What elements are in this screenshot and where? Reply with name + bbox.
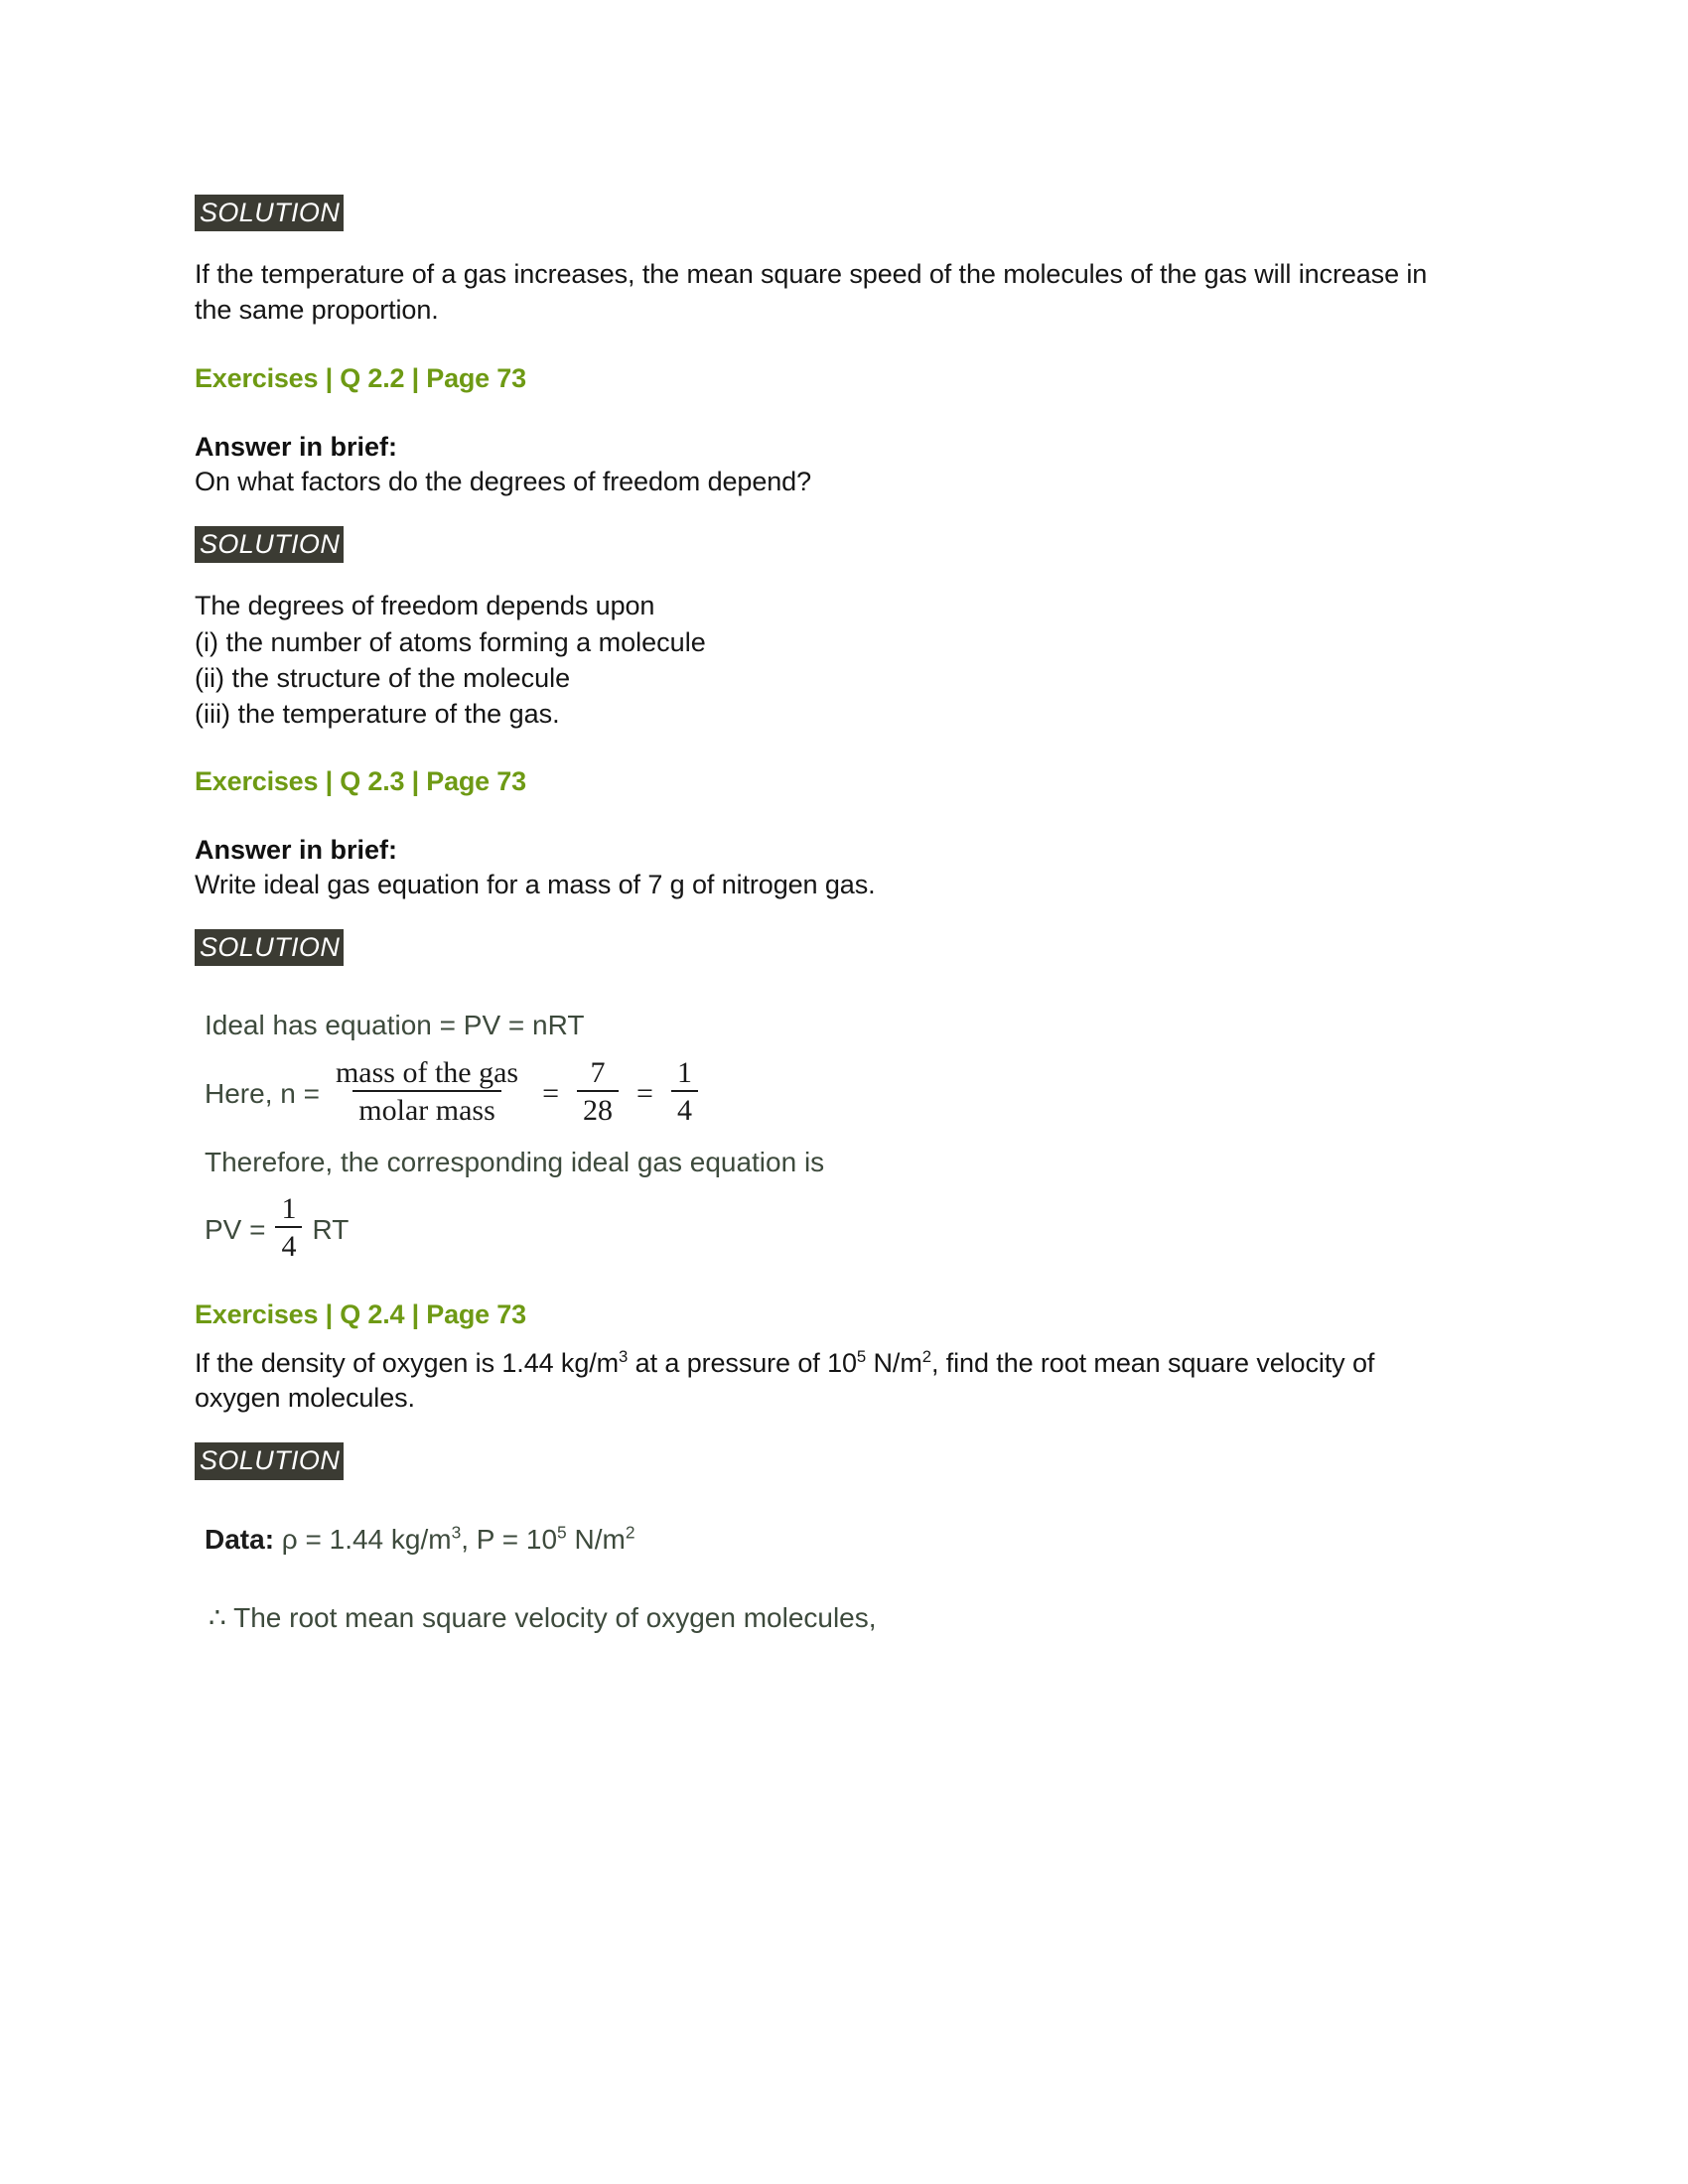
fraction-1-over-4 (275, 1193, 302, 1263)
question-segment: N/m (866, 1347, 922, 1378)
fraction-mass-over-molar-mass (330, 1057, 524, 1127)
ideal-gas-equation-line: Ideal has equation = PV = nRT (205, 1010, 585, 1041)
spacer (205, 1129, 1435, 1143)
solution-badge: SOLUTION (195, 195, 344, 231)
answer-in-brief-label-q2-3: Answer in brief: (195, 835, 398, 866)
fraction-numerator: mass of the gas (335, 1055, 519, 1089)
question-superscript: 2 (921, 1346, 931, 1366)
data-segment: ρ = 1.44 kg/m (274, 1523, 452, 1555)
data-segment: N/m (566, 1523, 626, 1555)
q2-2-question-text: On what factors do the degrees of freedom depend? (195, 466, 812, 496)
spacer (195, 1480, 1435, 1520)
solution-badge: SOLUTION (195, 1442, 344, 1479)
q2-3-question-text: Write ideal gas equation for a mass of 7 g of nitrogen gas. (195, 870, 876, 900)
here-n-label: Here, n = (205, 1077, 320, 1109)
q2-2-solution-intro: The degrees of freedom depends upon (195, 591, 655, 621)
q2-1-solution-text: If the temperature of a gas increases, the mean square speed of the molecules of the gas will increase in the same proportion. (195, 259, 1428, 326)
fraction-7-over-28 (577, 1057, 619, 1127)
q2-3-math-block (195, 966, 1435, 1264)
fraction-denominator: molar mass (352, 1090, 500, 1127)
fraction-numerator: 7 (590, 1055, 606, 1089)
q2-4-data-line (195, 1520, 1435, 1559)
exercise-heading-q2-3[interactable]: Exercises | Q 2.3 | Page 73 (195, 766, 526, 797)
q2-2-solution-item: (ii) the structure of the molecule (195, 663, 571, 694)
fraction-1-over-4 (671, 1057, 698, 1127)
spacer (195, 1417, 1435, 1442)
spacer (195, 500, 1435, 526)
spacer (195, 1332, 1435, 1346)
spacer (195, 903, 1435, 929)
therefore-ideal-gas-line: Therefore, the corresponding ideal gas equation is (205, 1146, 825, 1177)
question-superscript: 5 (856, 1346, 867, 1366)
question-segment: , find the root mean square velocity of oxygen molecules. (195, 1347, 1375, 1414)
question-superscript: 3 (619, 1346, 629, 1366)
question-segment: at a pressure of 10 (628, 1347, 857, 1378)
data-segment: , P = 10 (461, 1523, 558, 1555)
data-superscript: 3 (451, 1522, 462, 1543)
fraction-denominator: 4 (671, 1090, 698, 1127)
solution-badge: SOLUTION (195, 929, 344, 966)
exercise-heading-q2-4[interactable]: Exercises | Q 2.4 | Page 73 (195, 1298, 526, 1329)
fraction-numerator: 1 (281, 1191, 297, 1225)
data-superscript: 2 (625, 1522, 635, 1543)
data-superscript: 5 (557, 1522, 567, 1543)
data-label: Data: (205, 1523, 275, 1555)
q2-4-therefore-line: ∴ The root mean square velocity of oxygen molecules, (209, 1601, 877, 1633)
spacer (195, 1559, 1435, 1598)
spacer (205, 1181, 1435, 1195)
mole-fraction-equation (205, 1055, 1435, 1129)
exercise-heading-q2-2[interactable]: Exercises | Q 2.2 | Page 73 (195, 363, 526, 394)
fraction-denominator: 28 (577, 1090, 619, 1127)
q2-2-solution-item: (i) the number of atoms forming a molecule (195, 626, 706, 657)
question-segment: If the density of oxygen is 1.44 kg/m (195, 1347, 620, 1378)
q2-4-question-text (195, 1346, 1435, 1418)
equals-sign: = (542, 1076, 560, 1110)
q2-2-solution-item: (iii) the temperature of the gas. (195, 699, 560, 730)
equals-sign: = (636, 1076, 653, 1110)
fraction-denominator: 4 (275, 1226, 302, 1263)
rt-label: RT (312, 1213, 350, 1245)
answer-in-brief-label-q2-2: Answer in brief: (195, 431, 398, 462)
final-ideal-gas-equation (205, 1191, 1435, 1265)
spacer (205, 966, 1435, 1006)
solution-badge: SOLUTION (195, 526, 344, 563)
fraction-numerator: 1 (676, 1055, 692, 1089)
pv-equals-label: PV = (205, 1213, 266, 1245)
